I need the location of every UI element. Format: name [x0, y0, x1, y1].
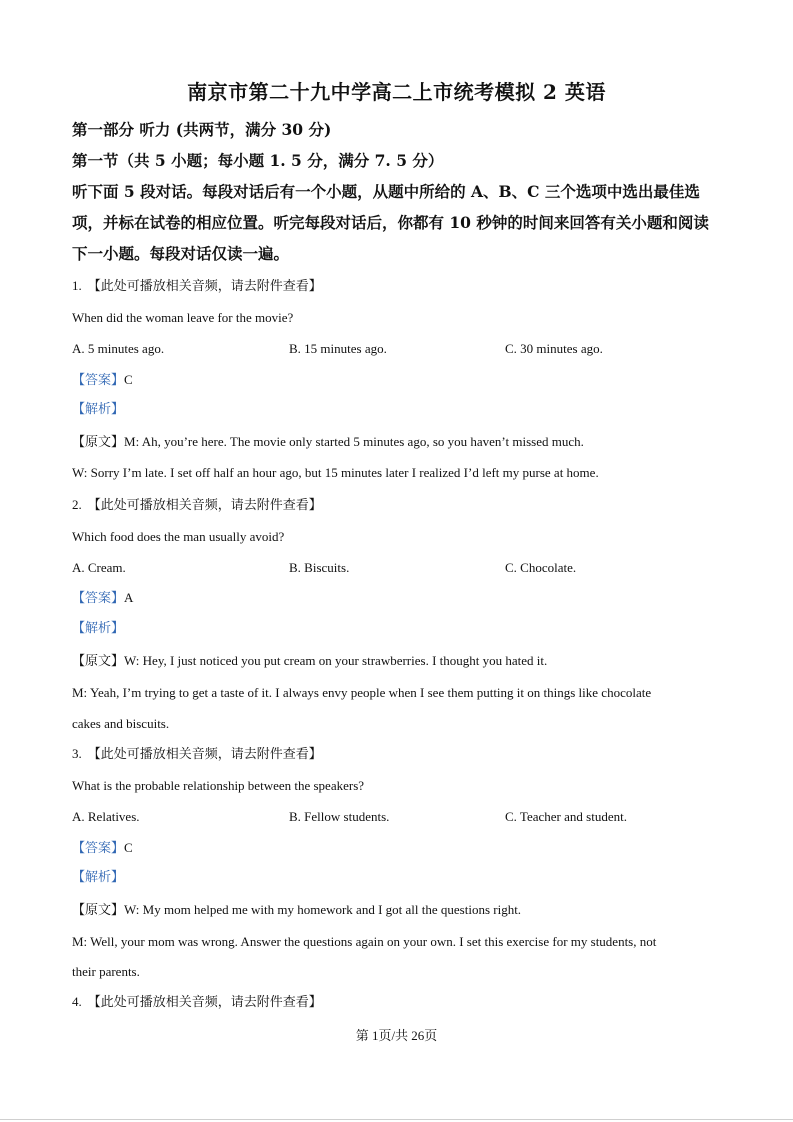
question-1-option-b: B. 15 minutes ago. [289, 341, 387, 356]
audio-note: 【此处可播放相关音频，请去附件查看】 [87, 497, 322, 512]
instruction-line-1: 听下面 5 段对话。每段对话后有一个小题，从题中所给的 A、B、C 三个选项中选出最佳选 [72, 182, 700, 201]
original-label: 【原文】 [72, 434, 125, 449]
question-1-option-a: A. 5 minutes ago. [72, 341, 165, 356]
answer-value: A [124, 590, 134, 605]
instruction-line-2: 项，并标在试卷的相应位置。听完每段对话后，你都有 10 秒钟的时间来回答有关小题和阅读 [72, 213, 709, 232]
answer-label: 【答案】 [72, 372, 125, 387]
question-4-number: 4. [72, 994, 82, 1009]
question-3-transcript-2: M: Well, your mom was wrong. Answer the questions again on your own. I set this exercise for my students, not [72, 934, 657, 949]
question-1-option-c: C. 30 minutes ago. [505, 341, 603, 356]
answer-value: C [124, 840, 133, 855]
page-title: 南京市第二十九中学高二上市统考模拟 2 英语 [187, 80, 606, 104]
question-3-number: 3. [72, 746, 82, 761]
question-1-analysis-label: 【解析】 [72, 401, 125, 416]
original-label: 【原文】 [72, 902, 125, 917]
question-2-option-b: B. Biscuits. [289, 560, 350, 575]
question-3-answer [72, 840, 133, 856]
question-3-transcript-3: their parents. [72, 964, 140, 979]
transcript-text: M: Ah, you’re here. The movie only started 5 minutes ago, so you haven’t missed much. [124, 434, 584, 449]
question-1-number: 1. [72, 278, 82, 293]
question-2-text: Which food does the man usually avoid? [72, 529, 285, 544]
original-label: 【原文】 [72, 653, 125, 668]
question-2-transcript-2: M: Yeah, I’m trying to get a taste of it. I always envy people when I see them putting it on things like chocolate [72, 685, 652, 700]
question-3-option-a: A. Relatives. [72, 809, 140, 824]
question-2-transcript-1 [72, 653, 547, 669]
question-2-analysis-label: 【解析】 [72, 620, 125, 635]
answer-label: 【答案】 [72, 840, 125, 855]
transcript-text: W: Hey, I just noticed you put cream on your strawberries. I thought you hated it. [124, 653, 548, 668]
question-2-header [72, 497, 322, 513]
question-3-transcript-1 [72, 902, 521, 918]
question-4-header [72, 994, 322, 1010]
question-3-text: What is the probable relationship between the speakers? [72, 778, 365, 793]
part-heading: 第一部分 听力 (共两节，满分 30 分) [72, 120, 332, 139]
audio-note: 【此处可播放相关音频，请去附件查看】 [87, 994, 322, 1009]
question-2-number: 2. [72, 497, 82, 512]
page-bottom-divider [0, 1119, 793, 1120]
answer-value: C [124, 372, 133, 387]
question-1-header [72, 278, 322, 294]
question-2-option-c: C. Chocolate. [505, 560, 577, 575]
audio-note: 【此处可播放相关音频，请去附件查看】 [87, 746, 322, 761]
question-3-analysis-label: 【解析】 [72, 869, 125, 884]
instruction-line-3: 下一小题。每段对话仅读一遍。 [72, 244, 290, 263]
question-2-answer [72, 590, 133, 606]
question-2-option-a: A. Cream. [72, 560, 126, 575]
answer-label: 【答案】 [72, 590, 125, 605]
question-1-transcript-2: W: Sorry I’m late. I set off half an hour ago, but 15 minutes later I realized I’d left my purse at home. [72, 465, 599, 480]
question-1-transcript-1 [72, 434, 584, 450]
question-1-text: When did the woman leave for the movie? [72, 310, 294, 325]
section-heading: 第一节（共 5 小题；每小题 1. 5 分，满分 7. 5 分） [72, 151, 444, 170]
question-2-transcript-3: cakes and biscuits. [72, 716, 170, 731]
question-3-option-b: B. Fellow students. [289, 809, 390, 824]
transcript-text: W: My mom helped me with my homework and I got all the questions right. [124, 902, 522, 917]
audio-note: 【此处可播放相关音频，请去附件查看】 [87, 278, 322, 293]
page-footer: 第 1页/共 26页 [355, 1028, 438, 1043]
question-3-header [72, 746, 322, 762]
question-3-option-c: C. Teacher and student. [505, 809, 627, 824]
question-1-answer [72, 372, 133, 388]
